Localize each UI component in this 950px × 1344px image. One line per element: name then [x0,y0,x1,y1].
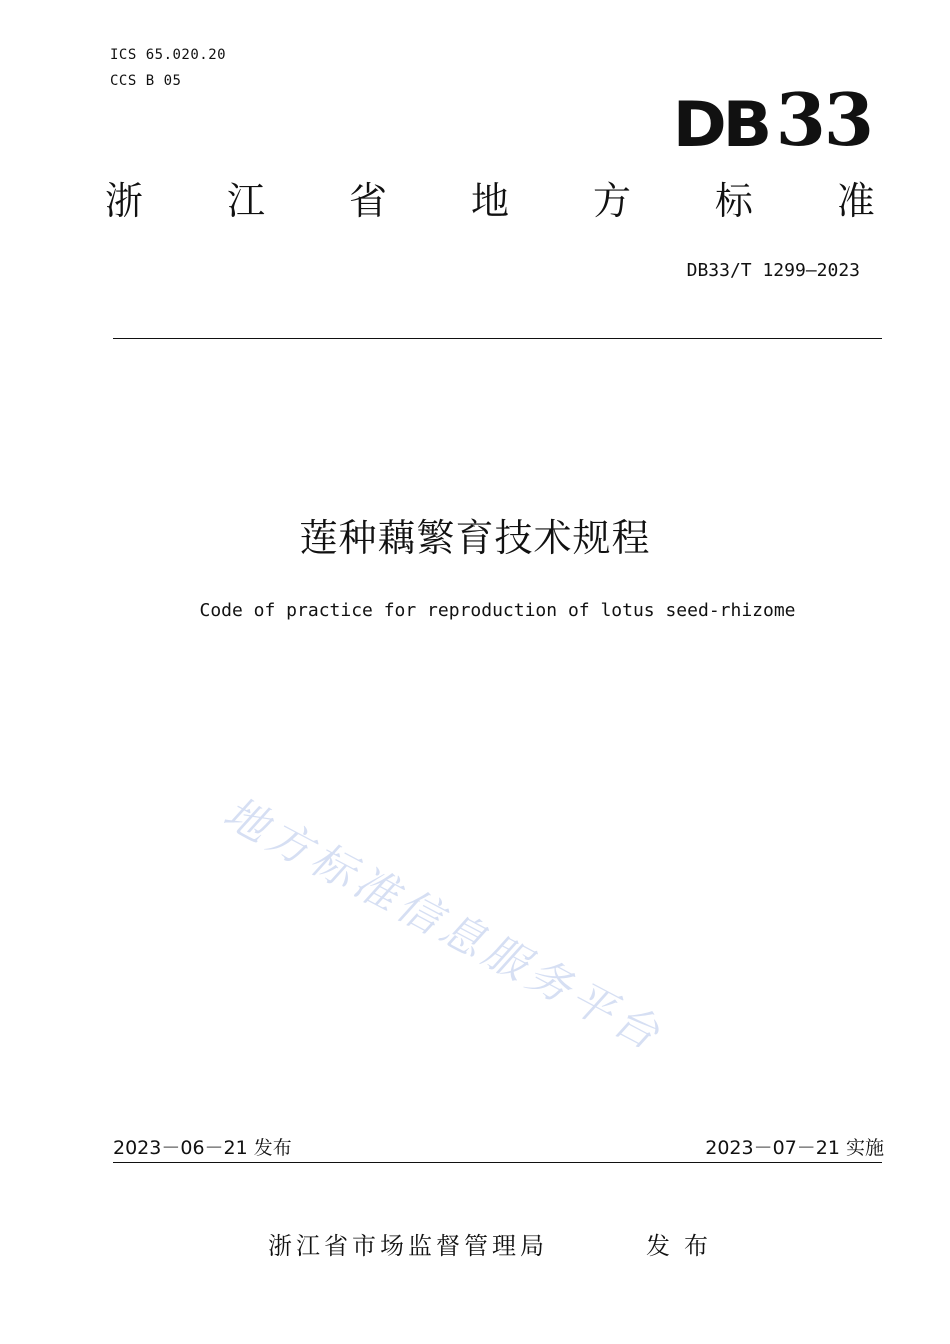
standard-type-char: 标 [714,179,753,223]
standard-type-char: 江 [226,179,265,223]
ics-code: ICS 65.020.20 [110,47,227,63]
db33-logo [672,77,872,162]
document-title-english: Code of practice for reproduction of lotus seed-rhizome [199,600,796,621]
standard-type-heading [105,179,875,223]
issuing-authority: 浙江省市场监督管理局 [268,1232,548,1260]
standard-type-char: 方 [592,179,631,223]
standard-type-char: 浙 [105,179,144,223]
standard-number: DB33/T 1299—2023 [686,260,860,281]
logo-letters: DB [672,88,769,161]
standard-type-char: 省 [348,179,387,223]
document-title-chinese: 莲种藕繁育技术规程 [299,516,651,560]
standard-type-char: 地 [470,179,509,223]
standard-type-char: 准 [836,179,875,223]
issue-date: 2023－06－21 发布 [113,1137,292,1159]
logo-number: 33 [775,77,872,162]
implementation-date: 2023－07－21 实施 [705,1137,884,1159]
issue-label: 发布 [646,1232,722,1260]
watermark-text: 地方标准信息服务平台 [215,787,672,1063]
ccs-code: CCS B 05 [110,73,182,89]
footer-divider [113,1162,882,1163]
header-divider [113,338,882,339]
